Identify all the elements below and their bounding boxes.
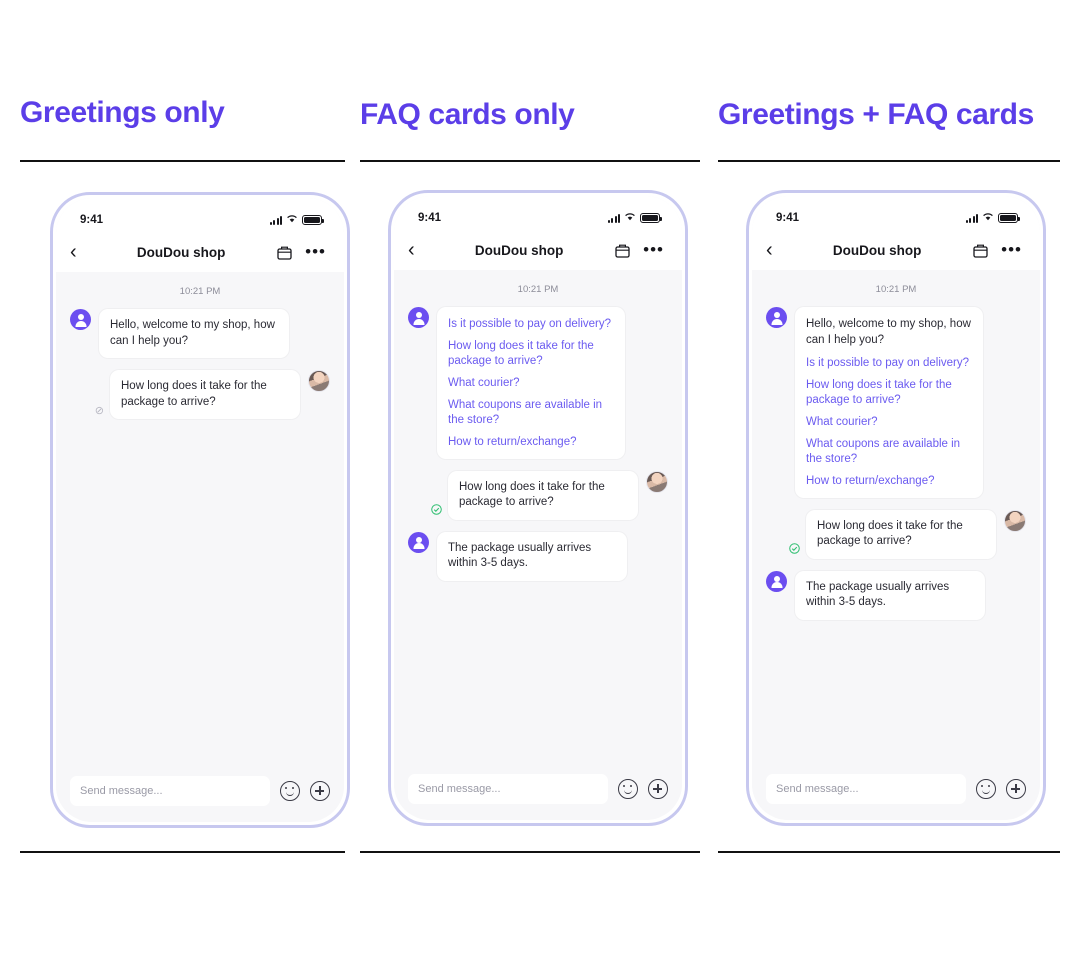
bot-avatar-icon [408, 307, 429, 328]
back-icon[interactable]: ‹ [70, 241, 77, 263]
status-time: 9:41 [776, 212, 800, 224]
faq-item[interactable]: How long does it take for the package to arrive? [806, 378, 952, 406]
chat-timestamp: 10:21 PM [179, 286, 221, 297]
navbar-actions [972, 242, 1022, 259]
faq-card [437, 307, 625, 459]
status-time: 9:41 [80, 214, 104, 226]
message-row-bot-faq [408, 307, 668, 459]
bot-avatar-icon [766, 571, 787, 592]
divider-bottom [718, 851, 1060, 853]
faq-item[interactable]: How to return/exchange? [448, 435, 577, 448]
status-indicators [270, 214, 323, 226]
user-avatar [1004, 510, 1026, 532]
navbar-actions [276, 244, 326, 261]
battery-icon [302, 215, 322, 225]
faq-item[interactable]: How long does it take for the package to arrive? [448, 339, 594, 367]
divider-top [360, 160, 700, 162]
status-bar [394, 196, 682, 230]
column-greetings-plus-faq [718, 0, 1058, 980]
message-status-pending-icon: ⊘ [94, 405, 104, 418]
more-options-icon[interactable]: ••• [643, 240, 664, 259]
message-row-bot-answer [408, 532, 668, 581]
bot-avatar-icon [408, 532, 429, 553]
user-avatar [308, 370, 330, 392]
faq-list [806, 356, 972, 489]
message-input[interactable]: Send message... [766, 774, 966, 804]
cellular-signal-icon [270, 216, 283, 225]
chat-timestamp: 10:21 PM [875, 284, 917, 295]
emoji-icon[interactable] [976, 779, 996, 799]
message-row-user [408, 471, 668, 520]
wifi-icon [286, 214, 298, 226]
message-status-sent-icon [789, 543, 800, 557]
chat-navbar [394, 230, 682, 270]
column-greetings-only [20, 0, 360, 980]
message-composer [56, 768, 344, 822]
status-bar [56, 198, 344, 232]
battery-icon [998, 213, 1018, 223]
message-status-sent-icon [431, 504, 442, 518]
wifi-icon [624, 212, 636, 224]
phone-screen [394, 196, 682, 820]
phone-screen [56, 198, 344, 822]
message-bubble-user: How long does it take for the package to arrive? [806, 510, 996, 559]
faq-item[interactable]: What courier? [806, 415, 878, 428]
chat-thread [56, 272, 344, 768]
chat-navbar [56, 232, 344, 272]
message-row-user [766, 510, 1026, 559]
phone-mockup [388, 190, 688, 826]
message-bubble-greeting: Hello, welcome to my shop, how can I help you? [99, 309, 289, 358]
divider-bottom [360, 851, 700, 853]
cellular-signal-icon [966, 214, 979, 223]
column-faq-cards-only [360, 0, 700, 980]
message-row-bot-greeting-faq [766, 307, 1026, 498]
message-row-user [70, 370, 330, 419]
emoji-icon[interactable] [280, 781, 300, 801]
message-bubble-user: How long does it take for the package to arrive? [448, 471, 638, 520]
emoji-icon[interactable] [618, 779, 638, 799]
battery-icon [640, 213, 660, 223]
faq-item[interactable]: Is it possible to pay on delivery? [448, 318, 612, 330]
faq-item[interactable]: Is it possible to pay on delivery? [806, 357, 970, 370]
message-input[interactable]: Send message... [408, 774, 608, 804]
chat-navbar [752, 230, 1040, 270]
message-composer [394, 766, 682, 820]
chat-title: DouDou shop [832, 242, 922, 258]
navbar-actions [614, 242, 664, 259]
status-indicators [608, 212, 661, 224]
greeting-faq-card [795, 307, 983, 498]
phone-mockup [746, 190, 1046, 826]
chat-title: DouDou shop [136, 244, 226, 260]
chat-timestamp: 10:21 PM [517, 284, 559, 295]
message-bubble-answer: The package usually arrives within 3-5 days. [795, 571, 985, 620]
faq-item[interactable]: What courier? [448, 376, 520, 389]
column-title: Greetings + FAQ cards [718, 98, 1034, 131]
message-bubble-user: How long does it take for the package to arrive? [110, 370, 300, 419]
add-attachment-icon[interactable] [310, 781, 330, 801]
user-avatar [646, 471, 668, 493]
add-attachment-icon[interactable] [648, 779, 668, 799]
divider-top [20, 160, 345, 162]
faq-item[interactable]: How to return/exchange? [806, 474, 935, 487]
wifi-icon [982, 212, 994, 224]
cellular-signal-icon [608, 214, 621, 223]
message-bubble-answer: The package usually arrives within 3-5 days. [437, 532, 627, 581]
chat-title: DouDou shop [474, 242, 564, 258]
chat-thread [752, 270, 1040, 766]
add-attachment-icon[interactable] [1006, 779, 1026, 799]
shop-icon[interactable] [614, 242, 631, 259]
divider-bottom [20, 851, 345, 853]
column-title: FAQ cards only [360, 98, 575, 131]
message-row-bot-answer [766, 571, 1026, 620]
greeting-text: Hello, welcome to my shop, how can I help you? [806, 318, 971, 346]
divider-top [718, 160, 1060, 162]
message-input[interactable]: Send message... [70, 776, 270, 806]
faq-list [448, 317, 614, 450]
more-options-icon[interactable]: ••• [1001, 240, 1022, 259]
shop-icon[interactable] [972, 242, 989, 259]
back-icon[interactable]: ‹ [408, 239, 415, 261]
back-icon[interactable]: ‹ [766, 239, 773, 261]
status-time: 9:41 [418, 212, 442, 224]
bot-avatar-icon [70, 309, 91, 330]
phone-screen [752, 196, 1040, 820]
status-bar [752, 196, 1040, 230]
phone-mockup [50, 192, 350, 828]
column-title: Greetings only [20, 96, 225, 129]
more-options-icon[interactable]: ••• [305, 242, 326, 261]
status-indicators [966, 212, 1019, 224]
chat-thread [394, 270, 682, 766]
message-composer [752, 766, 1040, 820]
shop-icon[interactable] [276, 244, 293, 261]
bot-avatar-icon [766, 307, 787, 328]
faq-item[interactable]: What coupons are available in the store? [448, 398, 603, 426]
faq-item[interactable]: What coupons are available in the store? [806, 437, 961, 465]
message-row-bot [70, 309, 330, 358]
